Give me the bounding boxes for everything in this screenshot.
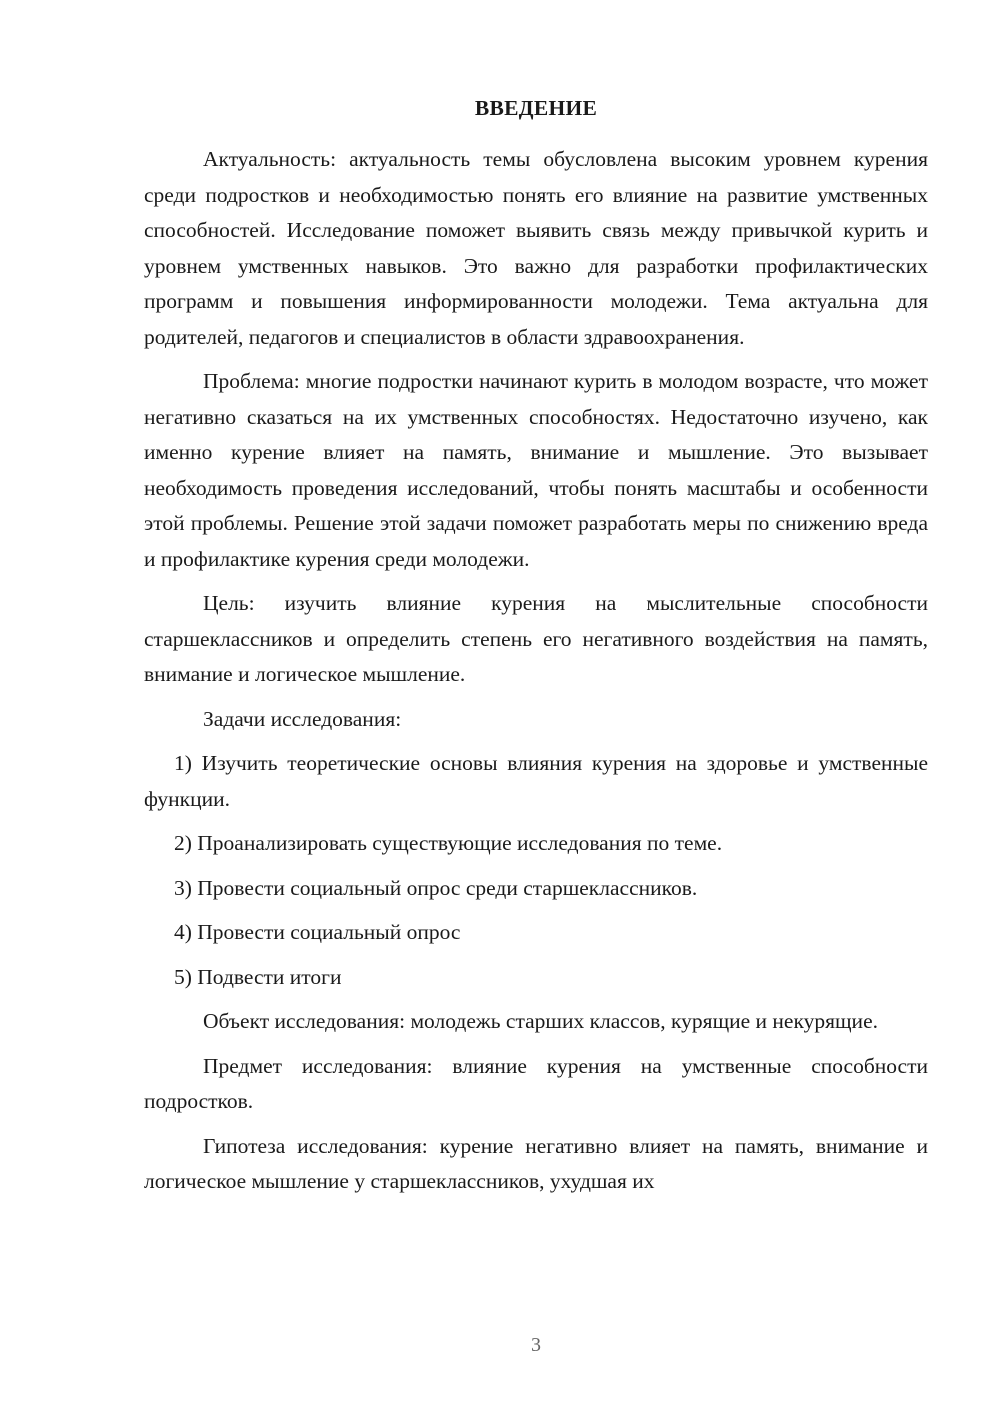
page-title: ВВЕДЕНИЕ	[474, 96, 598, 120]
problem-paragraph: Проблема: многие подростки начинают курить в молодом возрасте, что может негативно сказаться на их умственных способностях. Недостаточно изучено, как именно курение влияет на память, внимание и мышление. Это вызывает необходимость проведения исследований, чтобы понять масштабы и особенности этой проблемы. Решение этой задачи поможет разработать меры по снижению вреда и профилактике курения среди молодежи.	[144, 369, 928, 571]
object-paragraph: Объект исследования: молодежь старших классов, курящие и некурящие.	[203, 1009, 878, 1033]
task-item-2: 2) Проанализировать существующие исследования по теме.	[174, 831, 723, 855]
subject-paragraph: Предмет исследования: влияние курения на умственные способности подростков.	[144, 1053, 928, 1113]
tasks-heading: Задачи исследования:	[203, 706, 402, 731]
task-item-1: 1) Изучить теоретические основы влияния курения на здоровье и умственные функции.	[144, 751, 928, 811]
task-item-3: 3) Провести социальный опрос среди старшеклассников.	[174, 875, 698, 900]
task-item-4: 4) Провести социальный опрос	[174, 920, 461, 944]
goal-paragraph: Цель: изучить влияние курения на мыслительные способности старшеклассников и определить степень его негативного воздействия на память, внимание и логическое мышление.	[144, 591, 928, 686]
task-item-5: 5) Подвести итоги	[174, 964, 342, 989]
document-body	[144, 142, 928, 1209]
page-number: 3	[531, 1334, 541, 1356]
hypothesis-paragraph: Гипотеза исследования: курение негативно влияет на память, внимание и логическое мышление у старшеклассников, ухудшая их	[144, 1133, 928, 1193]
relevance-paragraph: Актуальность: актуальность темы обусловлена высоким уровнем курения среди подростков и необходимостью понять его влияние на развитие умственных способностей. Исследование поможет выявить связь между привычкой курить и уровнем умственных навыков. Это важно для разработки профилактических программ и повышения информированности молодежи. Тема актуальна для родителей, педагогов и специалистов в области здравоохранения.	[144, 147, 928, 349]
